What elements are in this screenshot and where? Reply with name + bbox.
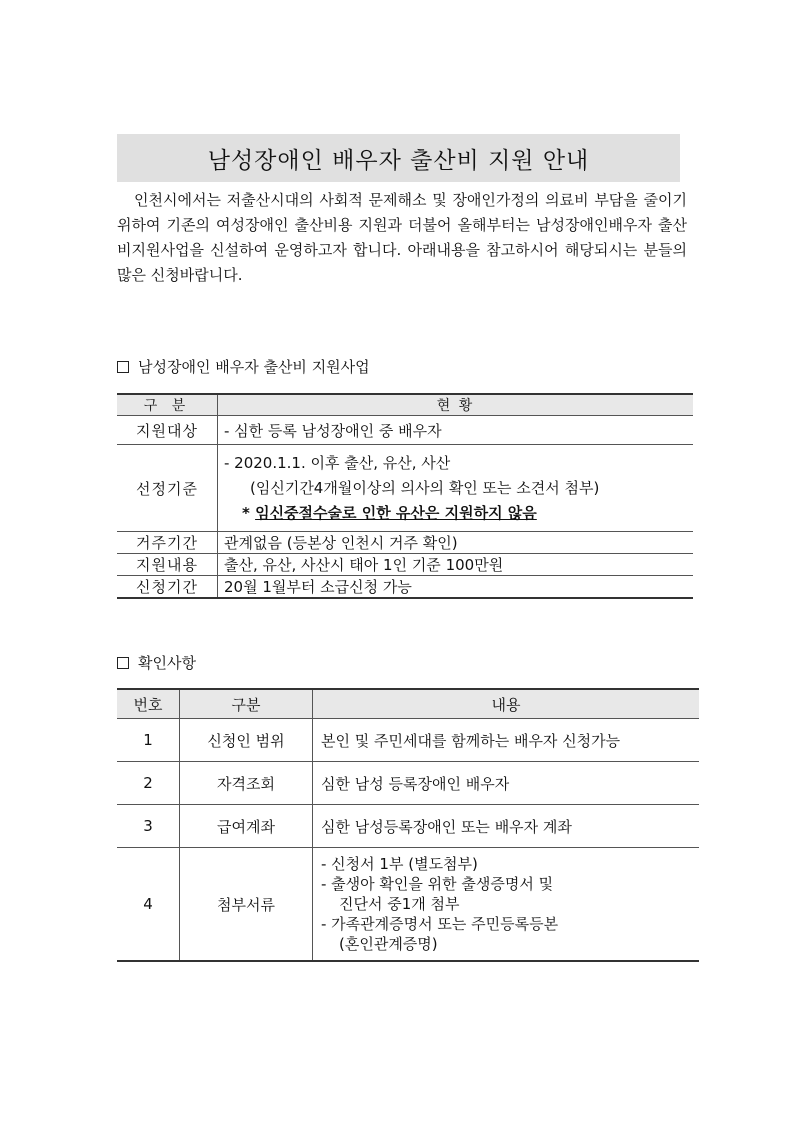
header-number: 번호 [117, 689, 180, 719]
row-content: 심한 남성등록장애인 또는 배우자 계좌 [313, 805, 700, 848]
row-content: 본인 및 주민세대를 함께하는 배우자 신청가능 [313, 719, 700, 762]
row-number: 2 [117, 762, 180, 805]
row-number: 1 [117, 719, 180, 762]
section1-heading-text: 남성장애인 배우자 출산비 지원사업 [138, 358, 370, 376]
note-asterisk: * [242, 503, 256, 522]
row-value-target: - 심한 등록 남성장애인 중 배우자 [218, 416, 694, 445]
support-program-table [117, 393, 693, 599]
doc-line: - 출생아 확인을 위한 출생증명서 및 [321, 875, 554, 893]
doc-line: - 신청서 1부 (별도첨부) [321, 855, 478, 873]
row-number: 3 [117, 805, 180, 848]
doc-line: (혼인관계증명) [339, 935, 438, 953]
row-number: 4 [117, 848, 180, 962]
section2-heading [117, 652, 196, 673]
page-title [117, 134, 680, 182]
table-header-row [117, 689, 699, 719]
header-category: 구 분 [117, 394, 218, 416]
criteria-line-1: - 2020.1.1. 이후 출산, 유산, 사산 [224, 453, 451, 472]
table-row [117, 848, 699, 962]
table-row [117, 532, 693, 554]
row-value-period: 20월 1월부터 소급신청 가능 [218, 576, 694, 599]
table-row [117, 576, 693, 599]
row-content: 심한 남성 등록장애인 배우자 [313, 762, 700, 805]
row-category: 첨부서류 [180, 848, 313, 962]
header-content: 내용 [313, 689, 700, 719]
table-row [117, 416, 693, 445]
section2-heading-text: 확인사항 [138, 654, 196, 672]
header-status: 현 황 [218, 394, 694, 416]
table-header-row [117, 394, 693, 416]
row-value-residence: 관계없음 (등본상 인천시 거주 확인) [218, 532, 694, 554]
header-category: 구분 [180, 689, 313, 719]
criteria-line-2: (임신기간4개월이상의 의사의 확인 또는 소견서 첨부) [250, 478, 600, 497]
doc-line: 진단서 중1개 첨부 [339, 895, 460, 913]
note-text: 임신중절수술로 인한 유산은 지원하지 않음 [255, 503, 537, 522]
row-label-content: 지원내용 [117, 554, 218, 576]
checkbox-square-icon [117, 657, 129, 669]
page-title-text: 남성장애인 배우자 출산비 지원 안내 [207, 147, 590, 174]
checklist-table [117, 688, 699, 962]
table-row [117, 762, 699, 805]
row-label-target: 지원대상 [117, 416, 218, 445]
table-row [117, 719, 699, 762]
table-row [117, 445, 693, 532]
checkbox-square-icon [117, 361, 129, 373]
doc-line: - 가족관계증명서 또는 주민등록등본 [321, 915, 559, 933]
row-value-criteria [218, 445, 694, 532]
table-row [117, 554, 693, 576]
table-row [117, 805, 699, 848]
criteria-note [224, 501, 693, 526]
intro-paragraph: 인천시에서는 저출산시대의 사회적 문제해소 및 장애인가정의 의료비 부담을 줄이기 위하여 기존의 여성장애인 출산비용 지원과 더불어 올해부터는 남성장애인배우자 출산비지원사업을 신설하여 운영하고자 합니다. 아래내용을 참고하시어 해당되시는 분들의 많은 신청바랍니다. [117, 191, 687, 284]
row-label-period: 신청기간 [117, 576, 218, 599]
row-content-documents [313, 848, 700, 962]
section1-heading [117, 356, 370, 377]
row-label-criteria: 선정기준 [117, 445, 218, 532]
row-category: 급여계좌 [180, 805, 313, 848]
row-category: 자격조회 [180, 762, 313, 805]
row-value-content: 출산, 유산, 사산시 태아 1인 기준 100만원 [218, 554, 694, 576]
row-label-residence: 거주기간 [117, 532, 218, 554]
row-category: 신청인 범위 [180, 719, 313, 762]
